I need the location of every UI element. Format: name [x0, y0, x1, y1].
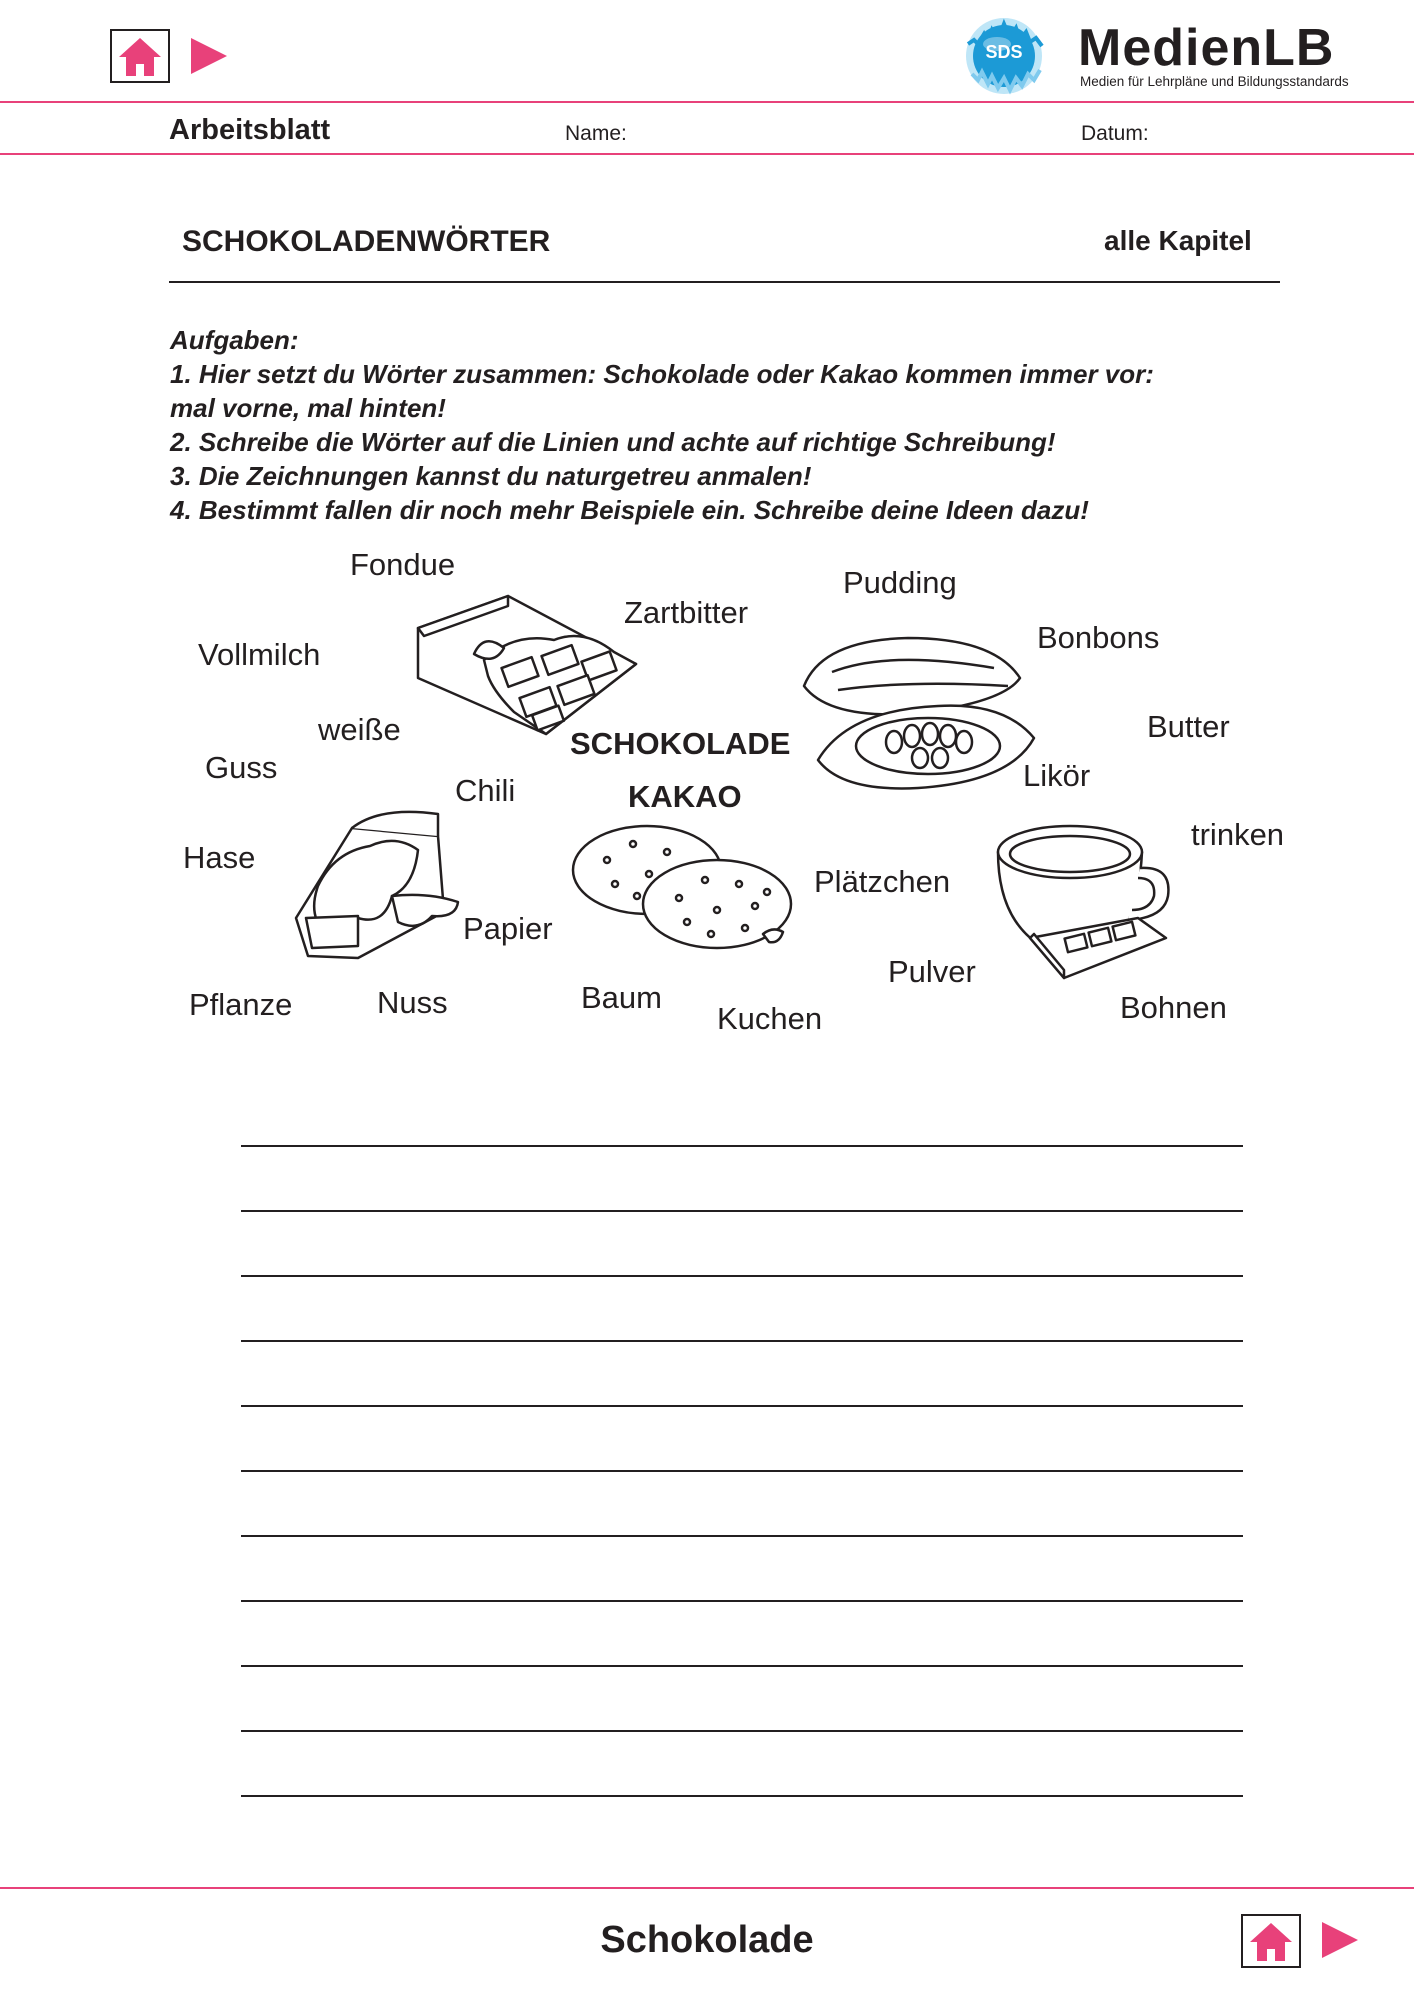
center-word-kakao: KAKAO: [628, 779, 742, 814]
cocoa-cup-icon: [990, 816, 1172, 980]
word-chili: Chili: [455, 773, 516, 808]
home-icon: [118, 36, 162, 78]
task-line: 2. Schreibe die Wörter auf die Linien und achte auf richtige Schreibung!: [170, 427, 1056, 457]
footer-title: Schokolade: [600, 1919, 814, 1961]
writing-line[interactable]: [241, 1470, 1243, 1472]
name-label: Name:: [565, 122, 627, 145]
next-page-arrow-icon[interactable]: [189, 36, 229, 76]
word-baum: Baum: [581, 980, 662, 1015]
footer-divider: [0, 1887, 1414, 1889]
word-trinken: trinken: [1191, 817, 1285, 852]
writing-line[interactable]: [241, 1730, 1243, 1732]
writing-line[interactable]: [241, 1535, 1243, 1537]
writing-line[interactable]: [241, 1275, 1243, 1277]
writing-line[interactable]: [241, 1600, 1243, 1602]
word-zartbitter: Zartbitter: [624, 595, 749, 630]
writing-line[interactable]: [241, 1795, 1243, 1797]
word-pflanze: Pflanze: [189, 987, 293, 1022]
brand-tagline: Medien für Lehrpläne und Bildungsstandards: [1080, 74, 1349, 89]
word-fondue: Fondue: [350, 547, 456, 582]
sds-logo: [962, 14, 1046, 103]
cocoa-pod-icon: [798, 632, 1044, 794]
header-divider-top: [0, 101, 1414, 103]
home-button[interactable]: [1241, 1914, 1301, 1968]
word-hase: Hase: [183, 840, 256, 875]
date-label: Datum:: [1081, 122, 1149, 145]
worksheet-label: Arbeitsblatt: [169, 114, 331, 146]
writing-line[interactable]: [241, 1405, 1243, 1407]
chocolate-bar-icon: [414, 592, 644, 742]
writing-line[interactable]: [241, 1340, 1243, 1342]
word-kuchen: Kuchen: [717, 1001, 823, 1036]
word-nuss: Nuss: [377, 985, 448, 1020]
task-line: mal vorne, mal hinten!: [170, 393, 446, 423]
writing-line[interactable]: [241, 1665, 1243, 1667]
writing-line[interactable]: [241, 1145, 1243, 1147]
word-guss: Guss: [205, 750, 278, 785]
word-butter: Butter: [1147, 709, 1230, 744]
writing-line[interactable]: [241, 1210, 1243, 1212]
task-line: 3. Die Zeichnungen kannst du naturgetreu anmalen!: [170, 461, 812, 491]
task-line: 1. Hier setzt du Wörter zusammen: Schokolade oder Kakao kommen immer vor:: [170, 359, 1154, 389]
word-bonbons: Bonbons: [1037, 620, 1160, 655]
task-line: 4. Bestimmt fallen dir noch mehr Beispiele ein. Schreibe deine Ideen dazu!: [170, 495, 1089, 525]
page-title: SCHOKOLADENWÖRTER: [182, 225, 551, 258]
word-vollmilch: Vollmilch: [198, 637, 321, 672]
word-weisse: weiße: [318, 712, 401, 747]
home-icon: [1249, 1921, 1293, 1963]
tasks-heading: Aufgaben:: [170, 325, 299, 355]
brand-name: MedienLB: [1078, 19, 1335, 77]
next-page-arrow-icon[interactable]: [1320, 1920, 1360, 1960]
word-pudding: Pudding: [843, 565, 957, 600]
cookies-icon: [567, 822, 793, 954]
word-pulver: Pulver: [888, 954, 976, 989]
header-divider-bottom: [0, 153, 1414, 155]
word-bohnen: Bohnen: [1120, 990, 1227, 1025]
home-button[interactable]: [110, 29, 170, 83]
word-plaetzchen: Plätzchen: [814, 864, 951, 899]
chapter-label: alle Kapitel: [1104, 225, 1252, 256]
word-likoer: Likör: [1023, 758, 1091, 793]
chocolate-cake-icon: [288, 806, 466, 964]
sds-badge-text: SDS: [985, 42, 1023, 62]
center-word-schokolade: SCHOKOLADE: [570, 726, 791, 761]
word-papier: Papier: [463, 911, 553, 946]
title-underline: [169, 281, 1280, 283]
